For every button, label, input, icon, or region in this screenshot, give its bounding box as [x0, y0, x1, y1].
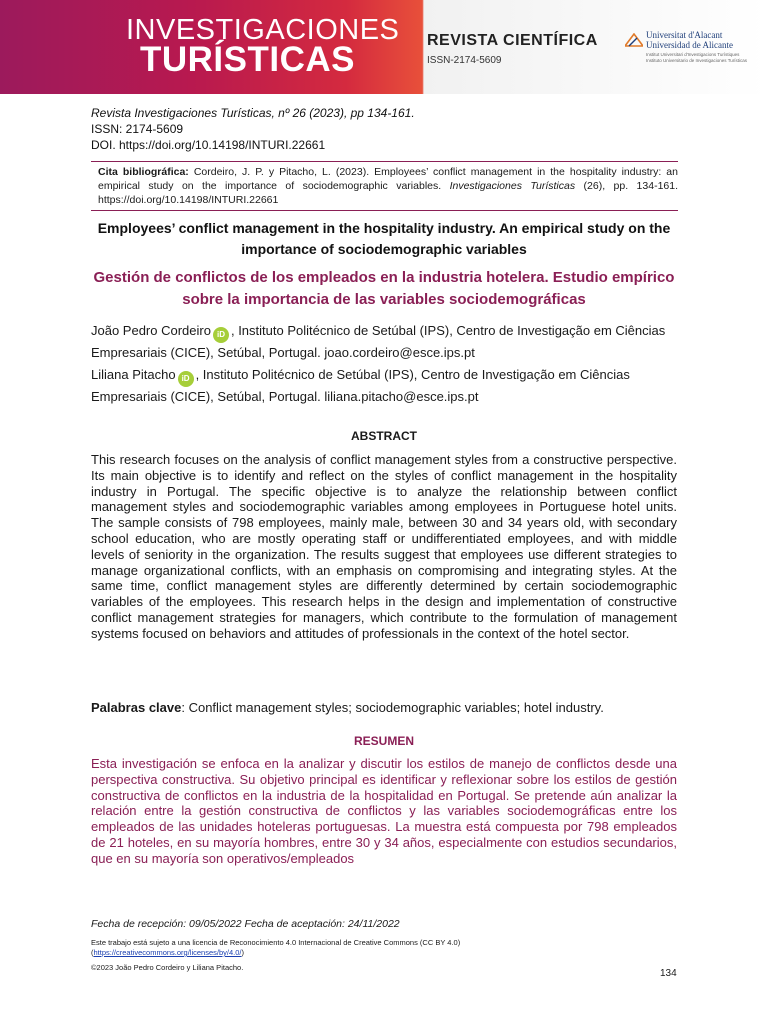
orcid-icon[interactable]: iD: [213, 327, 229, 343]
journal-title-line2: TURÍSTICAS: [140, 40, 355, 79]
institute-name-ca: Institut Universitari d'Investigacions Turístiques: [646, 52, 740, 57]
orcid-icon[interactable]: iD: [178, 371, 194, 387]
abstract-text: This research focuses on the analysis of conflict management styles from a constructive perspective. Its main objective is to identify and reflect on the styles of conflict management in the hospitality industry in Portugal. The specific objective is to analyze the relationship between conflict management styles and sociodemographic variables among employees in Portuguese hotel units. The sample consists of 798 employees, mainly male, between 30 and 34 years old, with secondary school education, who are mostly operating staff or undifferentiated employees, and with middle levels of seniority in the organization. The results suggest that employees use different strategies to manage organizational conflicts, with an emphasis on compromising and integrating styles. At the same time, conflict management styles are differently determined by certain sociodemographic variables of the employees. This research helps in the design and implementation of constructive conflict management strategies for managers, which contribute to the formulation of management systems focused on behaviors and attitudes of professionals in the context of the hotel sector.: [91, 452, 677, 641]
citation-label: Cita bibliográfica:: [98, 166, 189, 178]
university-logo-icon: [625, 33, 643, 47]
resumen-heading: RESUMEN: [353, 734, 414, 748]
author-1: [91, 321, 677, 363]
revista-label: REVISTA CIENTÍFICA: [427, 32, 598, 49]
abstract-heading: ABSTRACT: [351, 429, 417, 443]
author-2: [91, 365, 677, 407]
copyright: ©2023 João Pedro Cordeiro y Liliana Pitacho.: [91, 963, 244, 972]
citation-journal: Investigaciones Turísticas: [449, 180, 576, 192]
doi-line[interactable]: DOI. https://doi.org/10.14198/INTURI.22661: [91, 138, 326, 152]
institute-name-es: Instituto Universitario de Investigaciones Turísticas: [646, 58, 748, 63]
keywords-text: : Conflict management styles; sociodemographic variables; hotel industry.: [181, 700, 604, 715]
journal-banner: [0, 0, 768, 94]
journal-reference: Revista Investigaciones Turísticas, nº 26 (2023), pp 134-161.: [91, 106, 415, 120]
license-link-line: (https://creativecommons.org/licenses/by/4.0/): [91, 948, 244, 957]
author-affiliation: , Instituto Politécnico de Setúbal (IPS), Centro de Investigação em Ciências Empresariais (CICE), Setúbal, Portugal. liliana.pitacho@esce.ips.pt: [91, 367, 630, 404]
journal-title-line1: INVESTIGACIONES: [126, 14, 400, 46]
paper-title-en: Employees’ conflict management in the hospitality industry. An empirical study on the importance of sociodemographic variables: [97, 220, 671, 257]
keywords-line: [91, 700, 677, 716]
author-name: Liliana Pitacho: [91, 367, 176, 382]
citation-tail: (26), pp. 134-161. https://doi.org/10.14198/INTURI.22661: [98, 180, 678, 206]
university-name-es: Universidad de Alicante: [646, 40, 733, 50]
reception-dates: Fecha de recepción: 09/05/2022 Fecha de aceptación: 24/11/2022: [91, 918, 400, 930]
author-name: João Pedro Cordeiro: [91, 323, 211, 338]
citation-box: [91, 161, 678, 211]
license-link[interactable]: https://creativecommons.org/licenses/by/4.0/: [93, 948, 242, 957]
issn-line: ISSN: 2174-5609: [91, 122, 184, 136]
university-name-ca: Universitat d'Alacant: [646, 30, 723, 40]
resumen-text: Esta investigación se enfoca en la analizar y discutir los estilos de manejo de conflictos desde una perspectiva constructiva. Su objetivo principal es identificar y reflexionar sobre los estilos de gestión constructiva de conflictos en la industria de la hospitalidad en Portugal. Se pretende aún analizar la relación entre la gestión constructiva de conflictos y las variables sociodemográficas entre los empleados de las unidades hoteleras portuguesas. La muestra está compuesta por 798 empleados de 21 hoteles, en su mayoría hombres, entre 30 y 34 años, especialmente con estudios secundarios, que en su mayoría son operativos/empleados: [91, 756, 677, 866]
page-number: 134: [660, 968, 677, 979]
banner-issn: ISSN-2174-5609: [427, 55, 502, 66]
keywords-label: Palabras clave: [91, 700, 182, 715]
citation-text: Cordeiro, J. P. y Pitacho, L. (2023). Employees’ conflict management in the hospitality industry: an empirical study on the importance of sociodemographic variables.: [98, 166, 678, 192]
paper-title-es: Gestión de conflictos de los empleados en la industria hotelera. Estudio empírico sobre la importancia de las variables sociodemográficas: [93, 269, 675, 308]
license-text: Este trabajo está sujeto a una licencia de Reconocimiento 4.0 Internacional de Creative Commons (CC BY 4.0): [91, 938, 461, 947]
author-affiliation: , Instituto Politécnico de Setúbal (IPS), Centro de Investigação em Ciências Empresariais (CICE), Setúbal, Portugal. joao.cordeiro@esce.ips.pt: [91, 323, 666, 360]
